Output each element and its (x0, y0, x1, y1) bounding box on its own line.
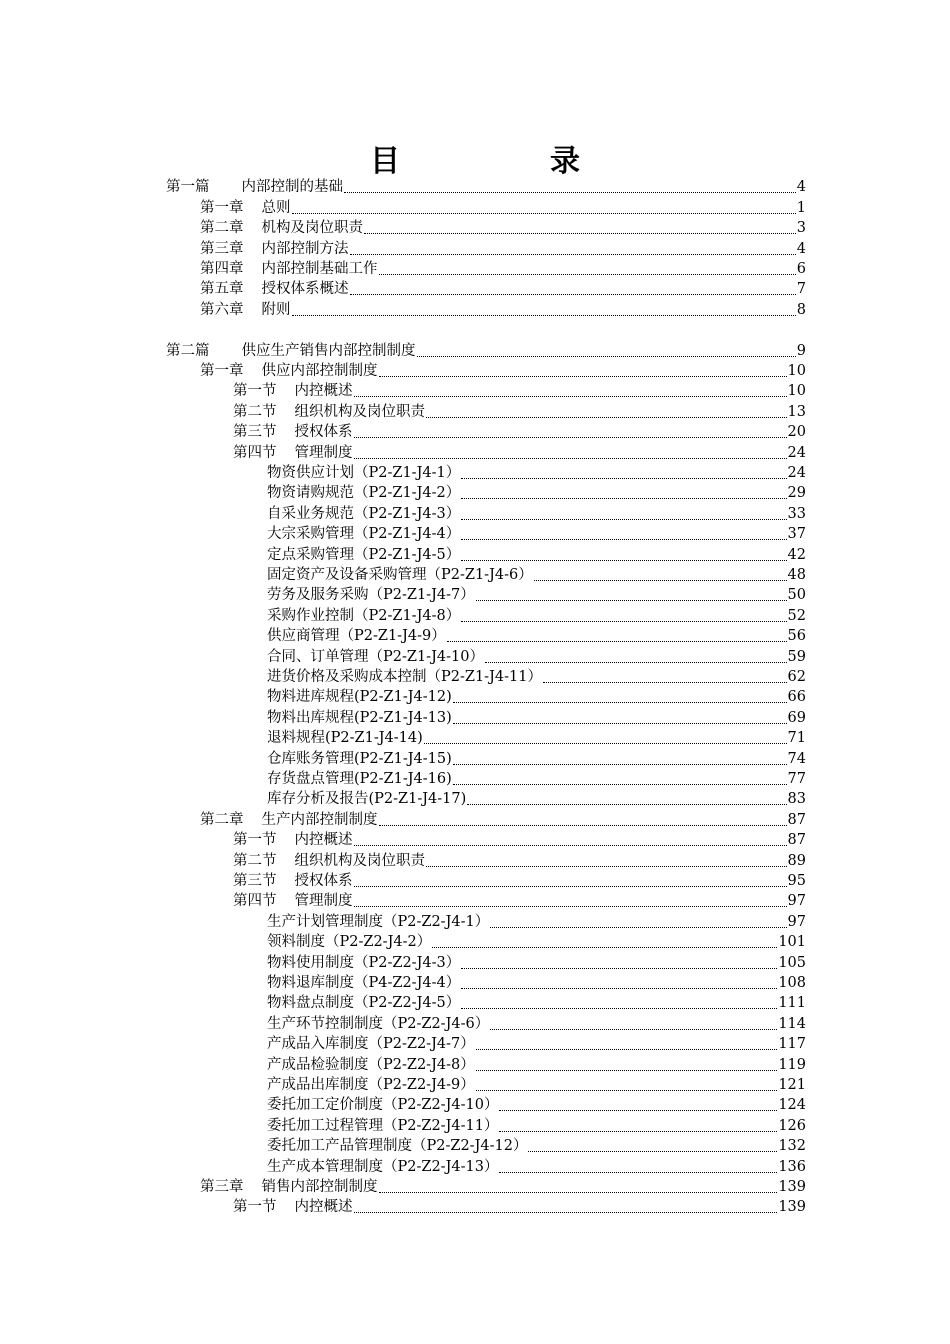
toc-entry[interactable] (267, 1054, 806, 1074)
toc-entry-text: 委托加工产品管理制度（P2-Z2-J4-12） (267, 1138, 528, 1155)
toc-entry-number: 第三章 (200, 1178, 244, 1195)
toc-entry-text: 生产内部控制制度 (261, 811, 378, 828)
dot-leader (460, 953, 778, 973)
toc-entry-text: 采购作业控制（P2-Z1-J4-8） (267, 607, 461, 624)
toc-entry-number: 第五章 (200, 281, 244, 298)
toc-entry-label (233, 443, 353, 463)
toc-entry-number: 第三节 (233, 424, 277, 441)
toc-entry-text: 进货价格及采购成本控制（P2-Z1-J4-11） (267, 668, 542, 685)
toc-page-number: 87 (787, 811, 806, 828)
toc-entry-number: 第四节 (233, 893, 277, 910)
toc-entry-text: 附则 (261, 301, 291, 318)
toc-entry-number: 第二章 (200, 811, 244, 828)
toc-entry[interactable] (267, 1095, 806, 1115)
toc-entry-label (166, 177, 343, 197)
dot-leader (378, 1177, 779, 1197)
toc-entry[interactable] (267, 565, 806, 585)
toc-entry[interactable] (200, 361, 806, 381)
toc-entry-text: 供应商管理（P2-Z1-J4-9） (267, 628, 446, 645)
toc-entry-number: 第一章 (200, 362, 244, 379)
toc-entry[interactable] (200, 238, 806, 258)
toc-entry-number: 第一章 (200, 199, 244, 216)
toc-entry-text: 物资请购规范（P2-Z1-J4-2） (267, 485, 461, 502)
toc-page-number: 10 (787, 362, 806, 379)
toc-entry-text: 管理制度 (294, 444, 353, 461)
toc-entry-number: 第六章 (200, 301, 244, 318)
toc-entry[interactable] (267, 952, 806, 972)
toc-entry[interactable] (267, 789, 806, 809)
toc-entry-label (200, 239, 349, 259)
toc-entry-text: 固定资产及设备采购管理（P2-Z1-J4-6） (267, 566, 533, 583)
toc-page-number: 139 (778, 1199, 806, 1216)
toc-entry-number: 第二节 (233, 852, 277, 869)
dot-leader (353, 443, 788, 463)
toc-entry-text: 总则 (261, 199, 291, 216)
toc-entry-text: 组织机构及岗位职责 (294, 852, 425, 869)
toc-entry[interactable] (200, 218, 806, 238)
toc-entry-number: 第四节 (233, 444, 277, 461)
dot-leader (363, 218, 797, 238)
toc-page-number: 33 (787, 505, 806, 522)
toc-page-number: 3 (796, 220, 806, 237)
toc-entry-number: 第二节 (233, 403, 277, 420)
toc-entry[interactable] (267, 544, 806, 564)
toc-entry-label (267, 667, 542, 687)
toc-entry[interactable] (267, 503, 806, 523)
toc-entry-number: 第一篇 (166, 179, 210, 196)
toc-entry[interactable] (166, 177, 806, 197)
toc-entry[interactable] (233, 1197, 806, 1217)
toc-page-number: 62 (787, 668, 806, 685)
toc-page-number: 97 (787, 893, 806, 910)
toc-entry-text: 合同、订单管理（P2-Z1-J4-10） (267, 648, 484, 665)
toc-entry-text: 领料制度（P2-Z2-J4-2） (267, 934, 432, 951)
toc-page-number: 13 (787, 403, 806, 420)
toc-entry-label (267, 626, 446, 646)
toc-entry-text: 组织机构及岗位职责 (294, 403, 425, 420)
dot-leader (533, 565, 788, 585)
toc-entry[interactable] (200, 809, 806, 829)
toc-entry-number: 第三节 (233, 872, 277, 889)
toc-entry[interactable] (267, 1013, 806, 1033)
toc-entry-text: 存货盘点管理(P2-Z1-J4-16) (267, 770, 452, 787)
toc-entry-text: 物料进库规程(P2-Z1-J4-12) (267, 689, 452, 706)
toc-entry[interactable] (267, 626, 806, 646)
dot-leader (446, 626, 788, 646)
toc-entry-text: 内部控制方法 (261, 240, 349, 257)
toc-entry-text: 定点采购管理（P2-Z1-J4-5） (267, 546, 461, 563)
toc-page-number: 9 (796, 342, 806, 359)
toc-entry-text: 销售内部控制制度 (261, 1178, 378, 1195)
toc-entry-number: 第一节 (233, 832, 277, 849)
toc-entry-text: 生产成本管理制度（P2-Z2-J4-13） (267, 1158, 499, 1175)
dot-leader (452, 769, 788, 789)
toc-entry-text: 内控概述 (294, 383, 353, 400)
dot-leader (353, 1197, 779, 1217)
toc-entry[interactable] (267, 605, 806, 625)
toc-entry-label (200, 1177, 378, 1197)
toc-entry[interactable] (233, 830, 806, 850)
dot-leader (291, 198, 797, 218)
toc-entry-text: 产成品出库制度（P2-Z2-J4-9） (267, 1076, 475, 1093)
dot-leader (349, 279, 797, 299)
dot-leader (425, 402, 788, 422)
toc-page-number: 124 (778, 1097, 806, 1114)
toc-entry-text: 大宗采购管理（P2-Z1-J4-4） (267, 526, 461, 543)
toc-entry-label (233, 830, 353, 850)
toc-entry-number: 第一节 (233, 383, 277, 400)
toc-entry[interactable] (267, 769, 806, 789)
toc-entry-number: 第一节 (233, 1199, 277, 1216)
toc-page-number: 6 (796, 260, 806, 277)
toc-entry-text: 物资供应计划（P2-Z1-J4-1） (267, 464, 461, 481)
toc-entry-text: 产成品检验制度（P2-Z2-J4-8） (267, 1056, 475, 1073)
toc-entry-text: 授权体系概述 (261, 281, 349, 298)
dot-leader (527, 1136, 778, 1156)
toc-page-number: 97 (787, 913, 806, 930)
toc-page-number: 119 (778, 1056, 806, 1073)
toc-entry-text: 授权体系 (294, 424, 353, 441)
toc-entry[interactable] (233, 401, 806, 421)
toc-page-number: 126 (778, 1117, 806, 1134)
dot-leader (489, 1014, 778, 1034)
toc-entry[interactable] (166, 340, 806, 360)
dot-leader (378, 810, 788, 830)
toc-page-number: 89 (787, 852, 806, 869)
toc-entry-label (267, 687, 452, 707)
toc-entry[interactable] (267, 463, 806, 483)
toc-entry-label (267, 565, 533, 585)
toc-page-number: 4 (796, 240, 806, 257)
dot-leader (353, 381, 788, 401)
toc-entry[interactable] (233, 381, 806, 401)
toc-entry-text: 供应内部控制制度 (261, 362, 378, 379)
toc-entry[interactable] (267, 646, 806, 666)
toc-entry-label (267, 1116, 498, 1136)
dot-leader (349, 239, 797, 259)
toc-entry[interactable] (267, 748, 806, 768)
toc-entry-text: 机构及岗位职责 (261, 220, 363, 237)
toc-entry-text: 物料盘点制度（P2-Z2-J4-5） (267, 995, 461, 1012)
dot-leader (498, 1095, 778, 1115)
toc-page-number: 24 (787, 464, 806, 481)
toc-page-number: 117 (778, 1036, 806, 1053)
toc-entry-label (267, 483, 460, 503)
toc-entry-label (267, 1095, 498, 1115)
toc-entry-text: 生产环节控制制度（P2-Z2-J4-6） (267, 1015, 490, 1032)
toc-entry-label (267, 524, 460, 544)
toc-entry-label (200, 259, 378, 279)
toc-page-number: 74 (787, 750, 806, 767)
toc-entry-label (200, 361, 378, 381)
toc-entry-label (267, 932, 431, 952)
toc-entry-text: 管理制度 (294, 893, 353, 910)
toc-entry[interactable] (233, 871, 806, 891)
toc-entry-label (166, 341, 416, 361)
toc-entry-text: 供应生产销售内部控制制度 (241, 342, 416, 359)
toc-entry[interactable] (267, 1115, 806, 1135)
toc-page-number: 50 (787, 587, 806, 604)
toc-entry[interactable] (267, 524, 806, 544)
toc-entry[interactable] (267, 932, 806, 952)
toc-entry[interactable] (267, 1034, 806, 1054)
toc-entry-label (267, 953, 460, 973)
toc-entry[interactable] (267, 707, 806, 727)
toc-entry-label (267, 1075, 475, 1095)
toc-page-number: 83 (787, 791, 806, 808)
toc-page-number: 1 (796, 199, 806, 216)
toc-entry-text: 生产计划管理制度（P2-Z2-J4-1） (267, 913, 490, 930)
toc-entry-label (200, 279, 349, 299)
dot-leader (484, 647, 788, 667)
toc-entry[interactable] (267, 993, 806, 1013)
dot-leader (423, 728, 788, 748)
dot-leader (343, 177, 797, 197)
toc-entry-text: 内控概述 (294, 1199, 353, 1216)
toc-entry-label (267, 606, 460, 626)
toc-page-number: 139 (778, 1178, 806, 1195)
toc-entry[interactable] (267, 728, 806, 748)
toc-page-number: 48 (787, 566, 806, 583)
toc-entry[interactable] (267, 1156, 806, 1176)
toc-entry-label (267, 912, 489, 932)
toc-entry-label (200, 218, 363, 238)
toc-page-number: 20 (787, 424, 806, 441)
toc-page-number: 101 (778, 934, 806, 951)
toc-entry-label (233, 871, 353, 891)
dot-leader (291, 300, 797, 320)
toc-entry-label (233, 381, 353, 401)
dot-leader (460, 973, 778, 993)
dot-leader (452, 687, 788, 707)
dot-leader (475, 1075, 779, 1095)
toc-entry-number: 第二章 (200, 220, 244, 237)
toc-page-number: 8 (796, 301, 806, 318)
toc-entry-text: 委托加工过程管理（P2-Z2-J4-11） (267, 1117, 499, 1134)
toc-entry-label (267, 1055, 475, 1075)
toc-entry-text: 退料规程(P2-Z1-J4-14) (267, 730, 423, 747)
toc-entry[interactable] (267, 911, 806, 931)
toc-entry[interactable] (267, 1075, 806, 1095)
toc-page-number: 136 (778, 1158, 806, 1175)
toc-entry[interactable] (233, 850, 806, 870)
toc-page-number: 37 (787, 526, 806, 543)
dot-leader (498, 1116, 778, 1136)
dot-leader (466, 789, 787, 809)
dot-leader (475, 1055, 779, 1075)
toc-entry-label (267, 1157, 498, 1177)
toc-entry-label (200, 198, 291, 218)
toc-entry[interactable] (267, 483, 806, 503)
dot-leader (416, 341, 797, 361)
toc-entry-text: 自采业务规范（P2-Z1-J4-3） (267, 505, 461, 522)
toc-page-number: 42 (787, 546, 806, 563)
toc-page-number: 71 (787, 730, 806, 747)
toc-entry-label (267, 708, 452, 728)
toc-page-number: 77 (787, 770, 806, 787)
toc-entry-label (267, 1014, 489, 1034)
dot-leader (460, 463, 787, 483)
toc-page-number: 24 (787, 444, 806, 461)
dot-leader (353, 871, 788, 891)
toc-entry-label (233, 891, 353, 911)
toc-entry-text: 劳务及服务采购（P2-Z1-J4-7） (267, 587, 475, 604)
toc-entry-text: 物料使用制度（P2-Z2-J4-3） (267, 954, 461, 971)
toc-entry-text: 仓库账务管理(P2-Z1-J4-15) (267, 750, 452, 767)
toc-entry-label (200, 810, 378, 830)
dot-leader (460, 993, 778, 1013)
toc-entry-text: 物料退库制度（P4-Z2-J4-4） (267, 974, 461, 991)
toc-entry-text: 委托加工定价制度（P2-Z2-J4-10） (267, 1097, 499, 1114)
toc-entry[interactable] (200, 259, 806, 279)
toc-entry[interactable] (200, 1177, 806, 1197)
dot-leader (353, 830, 788, 850)
toc-page-number: 52 (787, 607, 806, 624)
toc-entry[interactable] (267, 667, 806, 687)
toc-entry-text: 内部控制的基础 (241, 179, 343, 196)
dot-leader (353, 891, 788, 911)
dot-leader (378, 259, 797, 279)
toc-page-number: 108 (778, 974, 806, 991)
dot-leader (460, 545, 787, 565)
toc-entry[interactable] (233, 422, 806, 442)
toc-page-number: 59 (787, 648, 806, 665)
dot-leader (489, 912, 787, 932)
dot-leader (460, 606, 787, 626)
toc-entry-label (267, 1136, 527, 1156)
toc-title: 目 录 (370, 144, 640, 179)
toc-entry-label (233, 422, 353, 442)
toc-entry[interactable] (267, 687, 806, 707)
toc-entry-label (267, 1034, 475, 1054)
dot-leader (498, 1157, 778, 1177)
toc-entry-label (267, 728, 423, 748)
toc-entry-label (267, 463, 460, 483)
dot-leader (475, 1034, 779, 1054)
dot-leader (460, 504, 787, 524)
toc-page-number: 114 (778, 1015, 806, 1032)
dot-leader (353, 422, 788, 442)
toc-entry-label (267, 504, 460, 524)
toc-entry-label (267, 647, 484, 667)
dot-leader (452, 749, 788, 769)
toc-page-number: 10 (787, 383, 806, 400)
toc-entry[interactable] (267, 973, 806, 993)
toc-entry-number: 第四章 (200, 260, 244, 277)
toc-page-number: 105 (778, 954, 806, 971)
toc-page-number: 95 (787, 872, 806, 889)
toc-entry-label (267, 993, 460, 1013)
toc-entry-text: 物料出库规程(P2-Z1-J4-13) (267, 709, 452, 726)
dot-leader (460, 524, 787, 544)
dot-leader (475, 585, 788, 605)
toc-page-number: 111 (778, 995, 806, 1012)
toc-page-number: 56 (787, 628, 806, 645)
toc-entry-label (267, 545, 460, 565)
toc-entry-label (267, 789, 466, 809)
toc-entry-label (267, 973, 460, 993)
toc-entry[interactable] (267, 1136, 806, 1156)
toc-entry[interactable] (233, 442, 806, 462)
toc-entry-number: 第二篇 (166, 342, 210, 359)
toc-page-number: 87 (787, 832, 806, 849)
dot-leader (378, 361, 788, 381)
toc-entry-label (200, 300, 291, 320)
toc-entry[interactable] (200, 279, 806, 299)
toc-entry-label (233, 1197, 353, 1217)
toc-entry[interactable] (200, 299, 806, 319)
toc-entry-text: 库存分析及报告(P2-Z1-J4-17) (267, 791, 467, 808)
toc-entry-label (267, 585, 475, 605)
toc-page-number: 132 (778, 1138, 806, 1155)
toc-entry-text: 内控概述 (294, 832, 353, 849)
toc-entry[interactable] (233, 891, 806, 911)
toc-entry-number: 第三章 (200, 240, 244, 257)
toc-page-number: 121 (778, 1076, 806, 1093)
toc-page-number: 7 (796, 281, 806, 298)
dot-leader (542, 667, 788, 687)
toc-entry-label (233, 851, 425, 871)
toc-entry[interactable] (200, 197, 806, 217)
toc-entry-label (267, 769, 452, 789)
toc-entry-label (233, 402, 425, 422)
toc-entry-label (267, 749, 452, 769)
toc-page-number: 29 (787, 485, 806, 502)
toc-entry-text: 授权体系 (294, 872, 353, 889)
dot-leader (460, 483, 787, 503)
dot-leader (431, 932, 778, 952)
toc-page-number: 4 (796, 179, 806, 196)
toc-entry[interactable] (267, 585, 806, 605)
toc-entry-text: 内部控制基础工作 (261, 260, 378, 277)
toc-page-number: 66 (787, 689, 806, 706)
toc-entry-text: 产成品入库制度（P2-Z2-J4-7） (267, 1036, 475, 1053)
toc-page-number: 69 (787, 709, 806, 726)
dot-leader (425, 851, 788, 871)
dot-leader (452, 708, 788, 728)
